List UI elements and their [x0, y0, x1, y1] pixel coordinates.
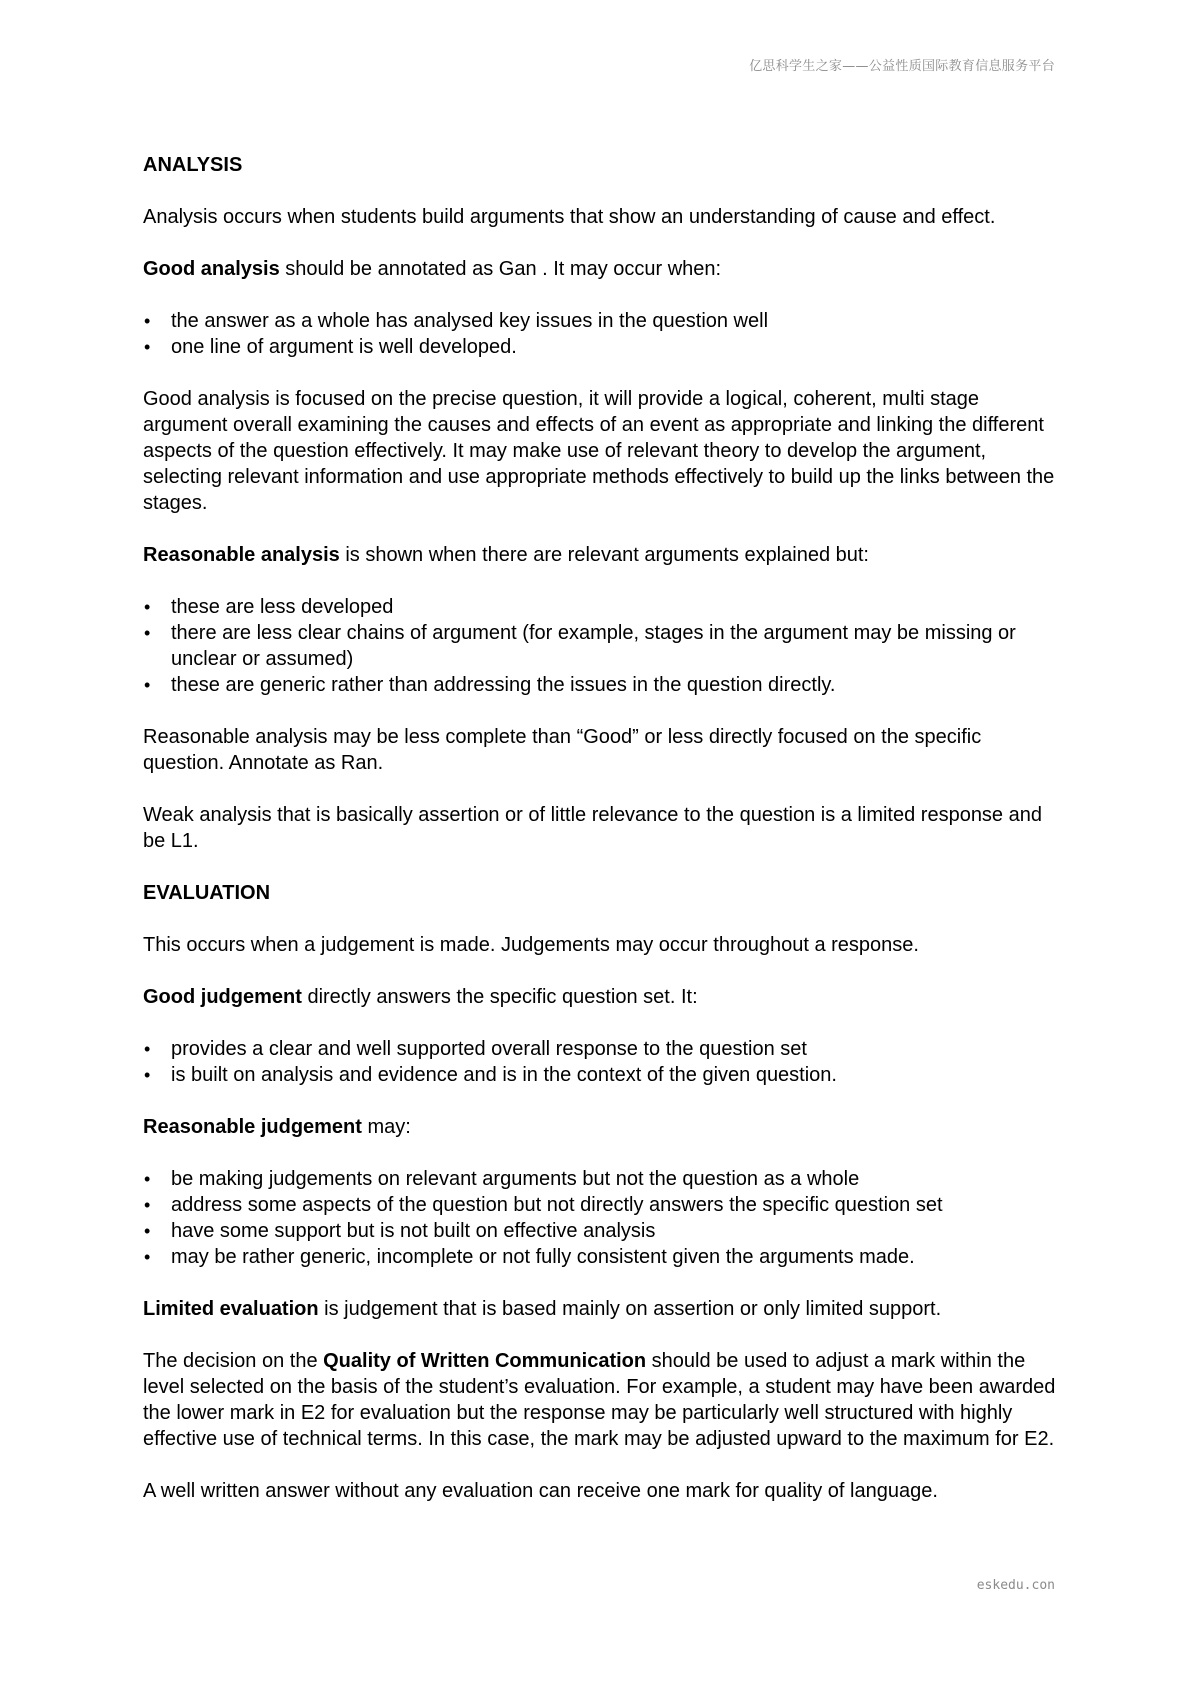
bullet-icon: • [144, 1221, 151, 1241]
list-item-text: provides a clear and well supported overall response to the question set [171, 1038, 807, 1060]
qwc-text-before: The decision on the [143, 1350, 324, 1372]
good-analysis-lead [143, 256, 1063, 282]
good-analysis-description: Good analysis is focused on the precise question, it will provide a logical, coherent, multi stage argument overall examining the causes and effects of an event as appropriate and linking the different aspects of the question effectively. It may make use of relevant theory to develop the argument, selecting relevant information and use appropriate methods effectively to build up the links between the stages. [143, 388, 1055, 514]
list-item-text: the answer as a whole has analysed key issues in the question well [171, 310, 769, 332]
bullet-icon: • [144, 311, 151, 331]
good-judgement-lead [143, 984, 1063, 1010]
list-item-text: these are generic rather than addressing the issues in the question directly. [171, 674, 836, 696]
bullet-icon: • [144, 1065, 151, 1085]
bullet-icon: • [144, 675, 151, 695]
reasonable-analysis-list [143, 594, 1063, 698]
good-analysis-list [143, 308, 1063, 360]
bullet-icon: • [144, 1169, 151, 1189]
list-item-text: may be rather generic, incomplete or not fully consistent given the arguments made. [171, 1246, 915, 1268]
reasonable-analysis-lead-text: is shown when there are relevant arguments explained but: [339, 544, 869, 566]
list-item-text: there are less clear chains of argument (for example, stages in the argument may be missing or unclear or assumed) [171, 622, 1016, 670]
weak-analysis-paragraph: Weak analysis that is basically assertion or of little relevance to the question is a limited response and be L1. [143, 804, 1042, 852]
analysis-heading: ANALYSIS [143, 154, 243, 176]
closing-paragraph: A well written answer without any evaluation can receive one mark for quality of language. [143, 1480, 938, 1502]
bullet-icon: • [144, 623, 151, 643]
limited-evaluation-paragraph [143, 1296, 1063, 1322]
list-item [143, 1218, 1063, 1244]
list-item-text: one line of argument is well developed. [171, 336, 517, 358]
list-item [143, 1192, 1063, 1218]
reasonable-analysis-term: Reasonable analysis [143, 544, 340, 566]
bullet-icon: • [144, 1039, 151, 1059]
limited-evaluation-text: is judgement that is based mainly on assertion or only limited support. [318, 1298, 942, 1320]
list-item-text: have some support but is not built on effective analysis [171, 1220, 656, 1242]
reasonable-judgement-list [143, 1166, 1063, 1270]
good-analysis-term: Good analysis [143, 258, 280, 280]
qwc-term: Quality of Written Communication [323, 1350, 647, 1372]
reasonable-analysis-description: Reasonable analysis may be less complete than “Good” or less directly focused on the specific question. Annotate as Ran. [143, 726, 982, 774]
list-item [143, 594, 1063, 620]
qwc-paragraph [143, 1348, 1063, 1452]
limited-evaluation-term: Limited evaluation [143, 1298, 319, 1320]
bullet-icon: • [144, 337, 151, 357]
good-judgement-term: Good judgement [143, 986, 302, 1008]
list-item [143, 308, 1063, 334]
analysis-intro: Analysis occurs when students build arguments that show an understanding of cause and effect. [143, 206, 996, 228]
page-header-note: 亿思科学生之家——公益性质国际教育信息服务平台 [749, 59, 1055, 74]
list-item [143, 1036, 1063, 1062]
bullet-icon: • [144, 1247, 151, 1267]
reasonable-judgement-lead [143, 1114, 1063, 1140]
list-item [143, 672, 1063, 698]
evaluation-intro: This occurs when a judgement is made. Judgements may occur throughout a response. [143, 934, 919, 956]
good-analysis-lead-text: should be annotated as Gan . It may occur when: [279, 258, 722, 280]
document-body [143, 152, 1063, 1530]
list-item-text: be making judgements on relevant arguments but not the question as a whole [171, 1168, 860, 1190]
evaluation-heading: EVALUATION [143, 882, 271, 904]
list-item-text: is built on analysis and evidence and is in the context of the given question. [171, 1064, 837, 1086]
reasonable-judgement-term: Reasonable judgement [143, 1116, 362, 1138]
list-item-text: these are less developed [171, 596, 394, 618]
list-item [143, 620, 1063, 672]
list-item [143, 1244, 1063, 1270]
list-item [143, 1166, 1063, 1192]
list-item [143, 1062, 1063, 1088]
page-footer-note: eskedu.con [976, 1578, 1055, 1593]
reasonable-judgement-lead-text: may: [361, 1116, 411, 1138]
bullet-icon: • [144, 1195, 151, 1215]
good-judgement-list [143, 1036, 1063, 1088]
reasonable-analysis-lead [143, 542, 1063, 568]
good-judgement-lead-text: directly answers the specific question set. It: [301, 986, 698, 1008]
list-item [143, 334, 1063, 360]
qwc-text-after: should be used to adjust a mark within the level selected on the basis of the student’s evaluation. For example, a student may have been awarded the lower mark in E2 for evaluation but the response may be particularly well structured with highly effective use of technical terms. In this case, the mark may be adjusted upward to the maximum for E2. [143, 1350, 1056, 1450]
list-item-text: address some aspects of the question but not directly answers the specific question set [171, 1194, 943, 1216]
bullet-icon: • [144, 597, 151, 617]
